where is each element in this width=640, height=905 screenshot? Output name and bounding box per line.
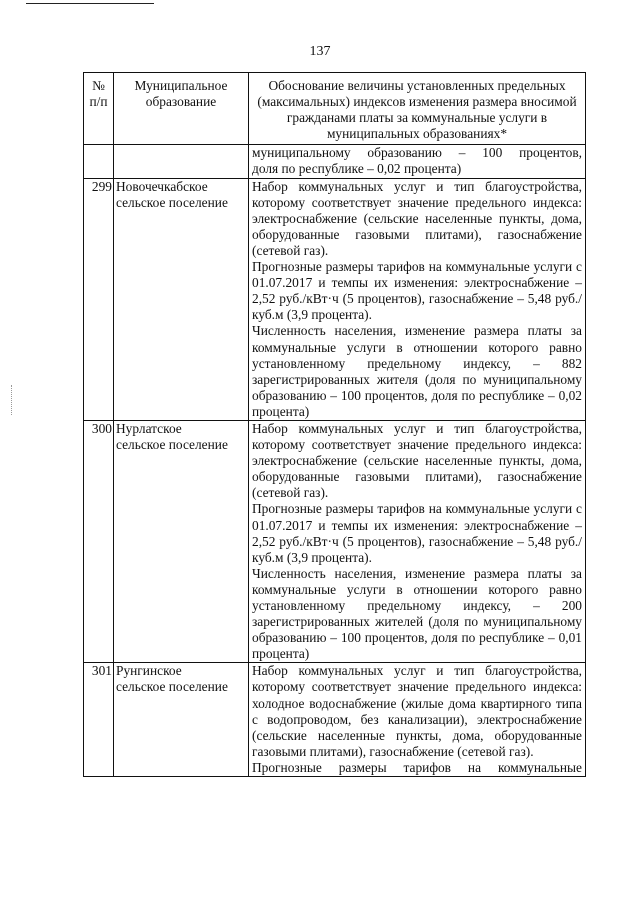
header-municipality: Муниципальное образование [114,73,249,145]
municipality-name: Новочечкабское [116,178,208,194]
table-header-row [84,73,586,145]
municipality-cell [114,663,249,777]
page-number: 137 [309,44,331,59]
tariffs-paragraph: Прогнозные размеры тарифов на коммунальные [252,759,582,775]
table-row [84,663,586,777]
row-number: 301 [84,663,114,777]
justification-cell [249,663,586,777]
municipality-type: сельское поселение [116,679,228,695]
header-number: № п/п [84,73,114,145]
municipality-name: Нурлатское [116,420,182,436]
population-paragraph: Численность населения, изменение размера платы за коммунальные услуги в отношении которого равно установленному предельному индексу, – 882 зарегистрированных жителя (доля по муниципальному образованию – 100 процентов, доля по республике – 0,02 процента) [252,323,582,419]
continuation-line1: муниципальному образованию – 100 процентов, [252,145,582,161]
row-number: 300 [84,420,114,662]
justification-cell [249,178,586,420]
continuation-cell [249,145,586,178]
table-row [84,420,586,662]
justification-cell [249,420,586,662]
tariffs-paragraph: Прогнозные размеры тарифов на коммунальные услуги с 01.07.2017 и темпы их изменения: электроснабжение – 2,52 руб./кВт·ч (5 процентов), газоснабжение – 5,48 руб./куб.м (3,9 процента). [252,501,582,565]
municipality-name: Рунгинское [116,663,182,679]
population-paragraph: Численность населения, изменение размера платы за коммунальные услуги в отношении которого равно установленному предельному индексу, – 200 зарегистрированных жителей (доля по муниципальному образованию – 100 процентов, доля по республике – 0,01 процента) [252,565,582,662]
tariffs-paragraph: Прогнозные размеры тарифов на коммунальные услуги с 01.07.2017 и темпы их изменения: электроснабжение – 2,52 руб./кВт·ч (5 процентов), газоснабжение – 5,48 руб./куб.м (3,9 процента). [252,259,582,323]
services-paragraph: Набор коммунальных услуг и тип благоустройства, которому соответствует значение предельного индекса: электроснабжение (сельские населенные пункты, дома, оборудованные газовыми плитами), газоснабжение (сетевой газ). [252,420,582,501]
row-number: 299 [84,178,114,420]
municipality-cell [114,178,249,420]
continuation-line2: доля по республике – 0,02 процента) [252,161,462,177]
services-paragraph: Набор коммунальных услуг и тип благоустройства, которому соответствует значение предельного индекса: электроснабжение (сельские населенные пункты, дома, оборудованные газовыми плитами), газоснабжение (сетевой газ). [252,178,582,258]
table-row-continuation [84,145,586,178]
header-justification: Обоснование величины установленных предельных (максимальных) индексов изменения размера вносимой гражданами платы за коммунальные услуги в муниципальных образованиях* [249,73,586,145]
municipality-type: сельское поселение [116,437,228,453]
top-rule [26,3,154,4]
table-row [84,178,586,420]
scan-edge-marks [11,385,13,415]
municipality-type: сельское поселение [116,194,228,210]
municipality-cell [114,420,249,662]
services-paragraph: Набор коммунальных услуг и тип благоустройства, которому соответствует значение предельного индекса: холодное водоснабжение (жилые дома квартирного типа с водопроводом, без канализации), электроснабжение (сельские населенные пункты, дома, оборудованные газовыми плитами), газоснабжение (сетевой газ). [252,663,582,759]
indices-table [83,72,586,777]
